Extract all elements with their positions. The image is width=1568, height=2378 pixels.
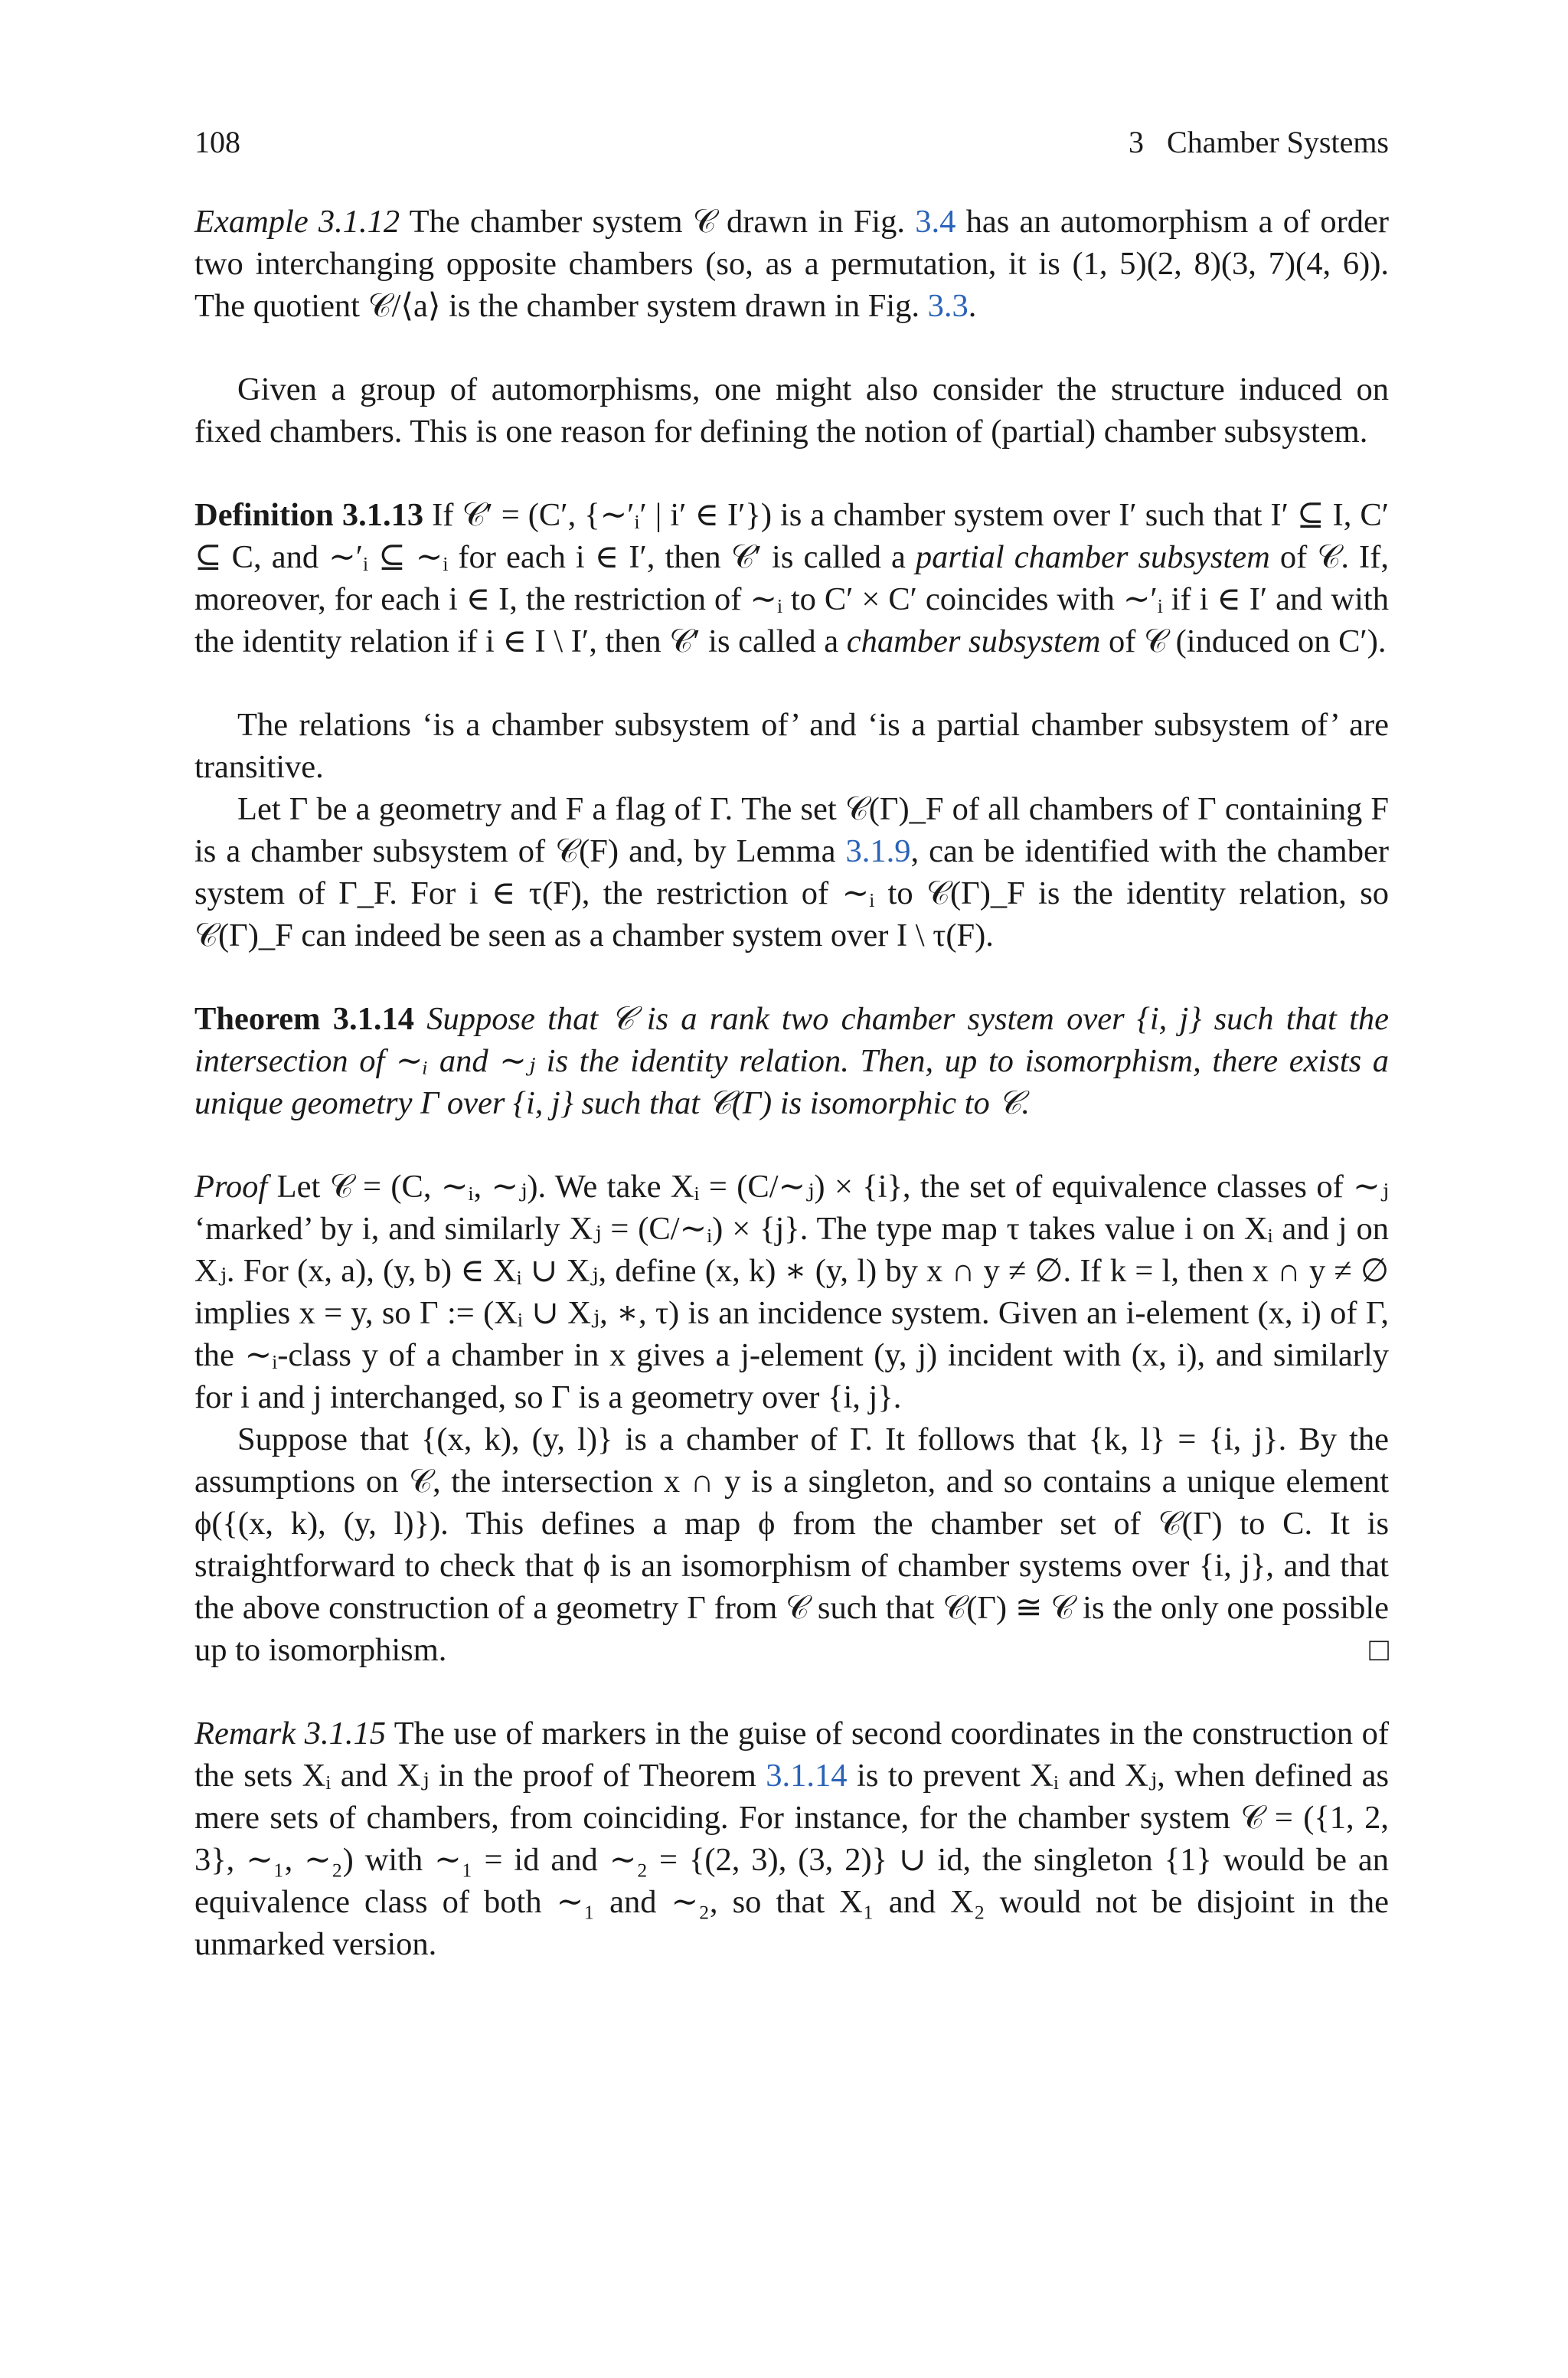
figure-link-3-3[interactable]: 3.3 [927,288,969,324]
remark-text-1: The use of markers in the guise of second coordinates in the construction of the sets Xᵢ and Xⱼ in the proof of Theorem [194,1716,1389,1794]
proof-paragraph-1 [194,1166,1389,1418]
example-label: Example 3.1.12 [194,204,400,240]
lemma-link-3-1-9[interactable]: 3.1.9 [845,833,911,869]
example-text-2: has an automorphism a of order two interchanging opposite chambers (so, as a permutation, it is (1, 5)(2, 8)(3, 7)(4, 6)). The quotient 𝒞/⟨a⟩ is the chamber system drawn in Fig. [194,204,1389,324]
definition-paragraph [194,494,1389,662]
theorem-link-3-1-14[interactable]: 3.1.14 [766,1758,848,1794]
figure-link-3-4[interactable]: 3.4 [915,204,956,240]
paragraph-group-automorphisms: Given a group of automorphisms, one might also consider the structure induced on fixed chambers. This is one reason for defining the notion of (partial) chamber subsystem. [194,371,1389,450]
flag-text-2: , can be identified with the chamber system of Γ_F. For i ∈ τ(F), the restriction of ∼ᵢ to 𝒞(Γ)_F is the identity relation, so 𝒞(Γ)_F can indeed be seen as a chamber system over I \ τ(F). [194,833,1390,953]
term-partial-chamber-subsystem: partial chamber subsystem [915,539,1270,575]
theorem-statement: Suppose that 𝒞 is a rank two chamber system over {i, j} such that the intersection of ∼ᵢ and ∼ⱼ is the identity relation. Then, up to isomorphism, there exists a unique geometry Γ over {i, j} such that 𝒞(Γ) is isomorphic to 𝒞. [194,1001,1390,1121]
page-number: 108 [194,125,240,159]
page-header [194,121,1389,164]
theorem-paragraph [194,998,1389,1124]
term-chamber-subsystem: chamber subsystem [846,623,1101,659]
example-text-3: . [968,288,977,324]
example-text-1: The chamber system 𝒞 drawn in Fig. [400,204,916,240]
proof-paragraph-2 [194,1418,1389,1671]
running-head: 3 Chamber Systems [1129,125,1389,159]
definition-text-2: of 𝒞. If, moreover, for each i ∈ I, the restriction of ∼ᵢ to C′ × C′ coincides with ∼′ᵢ if i ∈ I′ and with the identity relation if i ∈ I \ I′, then 𝒞′ is called a [194,539,1389,659]
paragraph-flag [194,788,1389,957]
flag-text-1: Let Γ be a geometry and F a flag of Γ. The set 𝒞(Γ)_F of all chambers of Γ containing F is a chamber subsystem of 𝒞(F) and, by Lemma [194,791,1389,869]
remark-label: Remark 3.1.15 [194,1716,386,1752]
proof-label: Proof [194,1169,268,1205]
definition-label: Definition 3.1.13 [194,497,424,533]
example-paragraph [194,201,1389,327]
remark-text-2: is to prevent Xᵢ and Xⱼ, when defined as mere sets of chambers, from coinciding. For instance, for the chamber system 𝒞 = ({1, 2, 3}, ∼₁, ∼₂) with ∼₁ = id and ∼₂ = {(2, 3), (3, 2)} ∪ id, the singleton {1} would be an equivalence class of both ∼₁ and ∼₂, so that X₁ and X₂ would not be disjoint in the unmarked version. [194,1758,1389,1962]
proof-text-2: Suppose that {(x, k), (y, l)} is a chamber of Γ. It follows that {k, l} = {i, j}. By the assumptions on 𝒞, the intersection x ∩ y is a singleton, and so contains a unique element ϕ({(x, k), (y, l)}). This defines a map ϕ from the chamber set of 𝒞(Γ) to C. It is straightforward to check that ϕ is an isomorphism of chamber systems over {i, j}, and that the above construction of a geometry Γ from 𝒞 such that 𝒞(Γ) ≅ 𝒞 is the only one possible up to isomorphism. [194,1421,1389,1668]
definition-text-1: If 𝒞′ = (C′, {∼′ᵢ′ | i′ ∈ I′}) is a chamber system over I′ such that I′ ⊆ I, C′ ⊆ C, and ∼′ᵢ ⊆ ∼ᵢ for each i ∈ I′, then 𝒞′ is called a [194,497,1389,575]
remark-paragraph [194,1712,1389,1965]
qed-box-icon: □ [1369,1632,1389,1668]
theorem-label: Theorem 3.1.14 [194,1001,414,1037]
definition-text-3: of 𝒞 (induced on C′). [1100,623,1387,659]
paragraph-transitive: The relations ‘is a chamber subsystem of’ and ‘is a partial chamber subsystem of’ are transitive. [194,707,1389,785]
proof-text-1: Let 𝒞 = (C, ∼ᵢ, ∼ⱼ). We take Xᵢ = (C/∼ⱼ) × {i}, the set of equivalence classes of ∼ⱼ ‘marked’ by i, and similarly Xⱼ = (C/∼ᵢ) × {j}. The type map τ takes value i on Xᵢ and j on Xⱼ. For (x, a), (y, b) ∈ Xᵢ ∪ Xⱼ, define (x, k) ∗ (y, l) by x ∩ y ≠ ∅. If k = l, then x ∩ y ≠ ∅ implies x = y, so Γ := (Xᵢ ∪ Xⱼ, ∗, τ) is an incidence system. Given an i-element (x, i) of Γ, the ∼ᵢ-class y of a chamber in x gives a j-element (y, j) incident with (x, i), and similarly for i and j interchanged, so Γ is a geometry over {i, j}. [194,1169,1389,1415]
page-body [194,201,1389,1965]
